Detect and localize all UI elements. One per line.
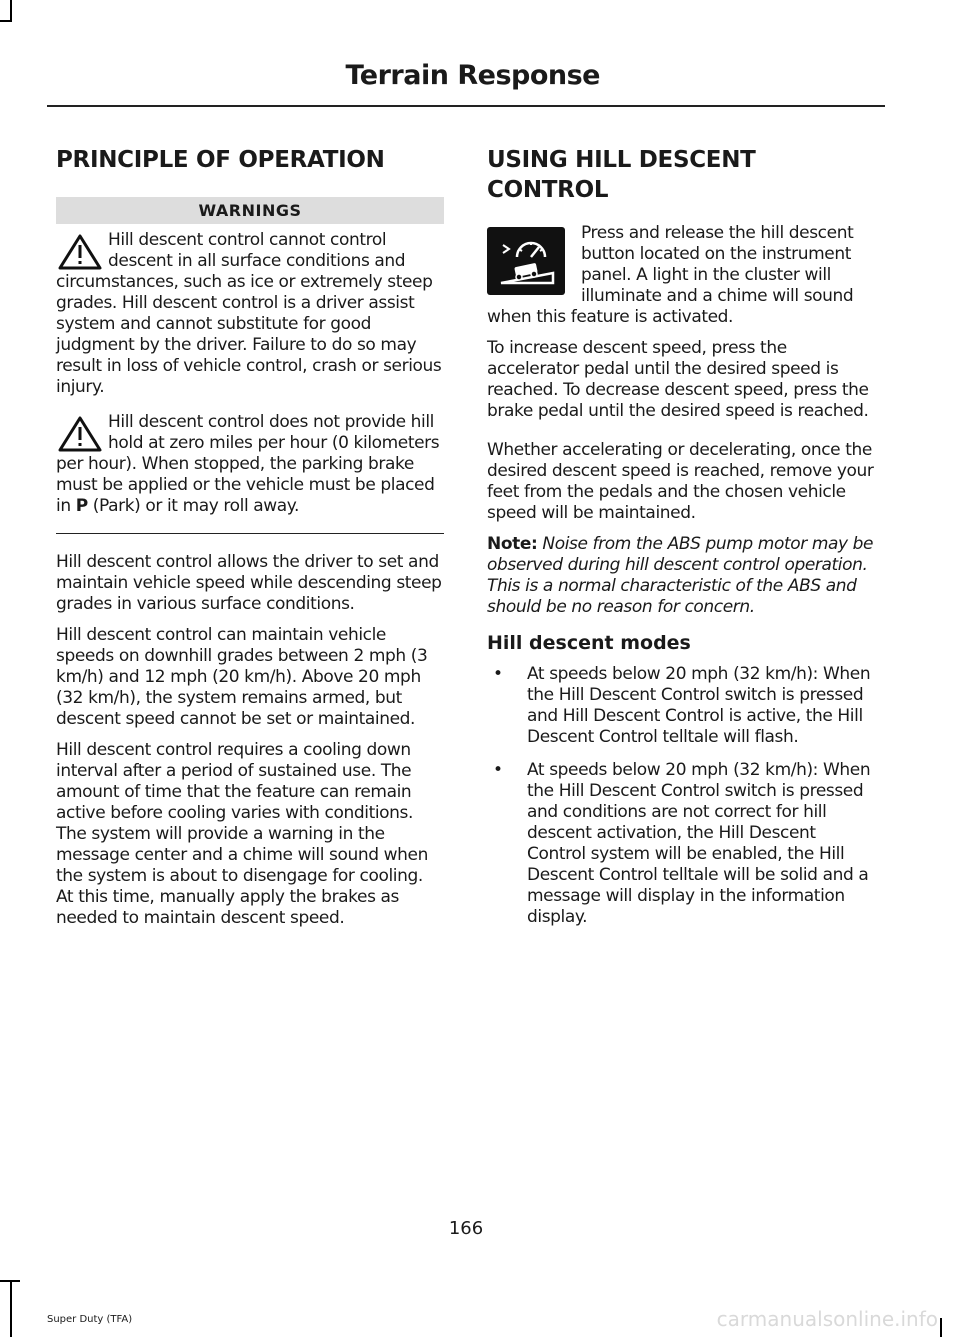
crop-mark bbox=[940, 1318, 942, 1337]
bullet-icon: • bbox=[493, 760, 503, 780]
warning-text bbox=[56, 412, 444, 517]
page-number: 166 bbox=[448, 1218, 484, 1239]
crop-mark bbox=[0, 1280, 20, 1282]
warnings-header: WARNINGS bbox=[56, 197, 444, 224]
crop-mark bbox=[10, 0, 12, 20]
section-heading: USING HILL DESCENT CONTROL bbox=[487, 147, 756, 203]
intro-block bbox=[487, 223, 879, 328]
warning-text-part: Hill descent control does not provide hill hold at zero miles per hour (0 kilometers per hour). When stopped, the parking brake must be applied or the vehicle must be placed in bbox=[56, 412, 440, 516]
warning-text: Hill descent control cannot control descent in all surface conditions and circumstances, such as ice or extremely steep grades. Hill descent control is a driver assist system and cannot substitute for good judgment by the driver. Failure to do so may result in loss of vehicle control, crash or serious injury. bbox=[56, 230, 442, 397]
watermark: carmanualsonline.info bbox=[716, 1307, 938, 1331]
bullet-text: At speeds below 20 mph (32 km/h): When the Hill Descent Control switch is pressed and Hill Descent Control is active, the Hill Descent Control telltale will flash. bbox=[527, 664, 871, 747]
right-column bbox=[487, 145, 879, 940]
list-item bbox=[487, 664, 879, 748]
bullet-icon: • bbox=[493, 664, 503, 684]
note-paragraph bbox=[487, 534, 879, 618]
body-paragraph: Hill descent control requires a cooling down interval after a period of sustained use. The amount of time that the feature can remain active before cooling varies with conditions. The system will provide a warning in the message center and a chime will sound when the system is about to disengage for cooling. At this time, manually apply the brakes as needed to maintain descent speed. bbox=[56, 740, 428, 928]
left-column bbox=[56, 145, 444, 939]
note-label: Note: bbox=[487, 534, 538, 554]
warning-1 bbox=[56, 230, 444, 398]
body-paragraph: Hill descent control can maintain vehicle speeds on downhill grades between 2 mph (3 km/h) and 12 mph (20 km/h). Above 20 mph (32 km/h), the system remains armed, but descent speed cannot be set or maintained. bbox=[56, 625, 428, 729]
page-header-title: Terrain Response bbox=[345, 60, 600, 91]
body-paragraph: Press and release the hill descent button located on the instrument panel. A light in the cluster will illuminate and a chime will sound when this feature is activated. bbox=[487, 223, 854, 327]
body-paragraph: To increase descent speed, press the accelerator pedal until the desired speed is reached. To decrease descent speed, press the brake pedal until the desired speed is reached. bbox=[487, 338, 869, 421]
note-text: Noise from the ABS pump motor may be observed during hill descent control operation. This is a normal characteristic of the ABS and should be no reason for concern. bbox=[487, 534, 874, 617]
crop-mark bbox=[0, 20, 12, 22]
list-item bbox=[487, 760, 879, 928]
hill-descent-symbol-icon bbox=[487, 227, 565, 295]
section-heading: PRINCIPLE OF OPERATION bbox=[56, 147, 385, 173]
warning-triangle-icon bbox=[58, 416, 102, 452]
footer-model: Super Duty (TFA) bbox=[47, 1314, 133, 1325]
park-letter: P bbox=[75, 496, 88, 516]
header-rule bbox=[47, 105, 885, 107]
hill-descent-icon bbox=[487, 227, 565, 295]
warning-2 bbox=[56, 412, 444, 517]
body-paragraph: Whether accelerating or decelerating, once the desired descent speed is reached, remove your feet from the pedals and the chosen vehicle speed will be maintained. bbox=[487, 440, 874, 523]
warning-triangle-icon bbox=[58, 234, 102, 270]
bullet-text: At speeds below 20 mph (32 km/h): When the Hill Descent Control switch is pressed and conditions are not correct for hill descent activation, the Hill Descent Control system will be enabled, the Hill Descent Control telltale will be solid and a message will display in the information display. bbox=[527, 760, 871, 927]
warnings-divider bbox=[56, 533, 444, 534]
crop-mark bbox=[10, 1280, 12, 1337]
subheading: Hill descent modes bbox=[487, 632, 691, 654]
warning-text-part: (Park) or it may roll away. bbox=[87, 496, 300, 516]
body-paragraph: Hill descent control allows the driver to set and maintain vehicle speed while descending steep grades in various surface conditions. bbox=[56, 552, 442, 614]
